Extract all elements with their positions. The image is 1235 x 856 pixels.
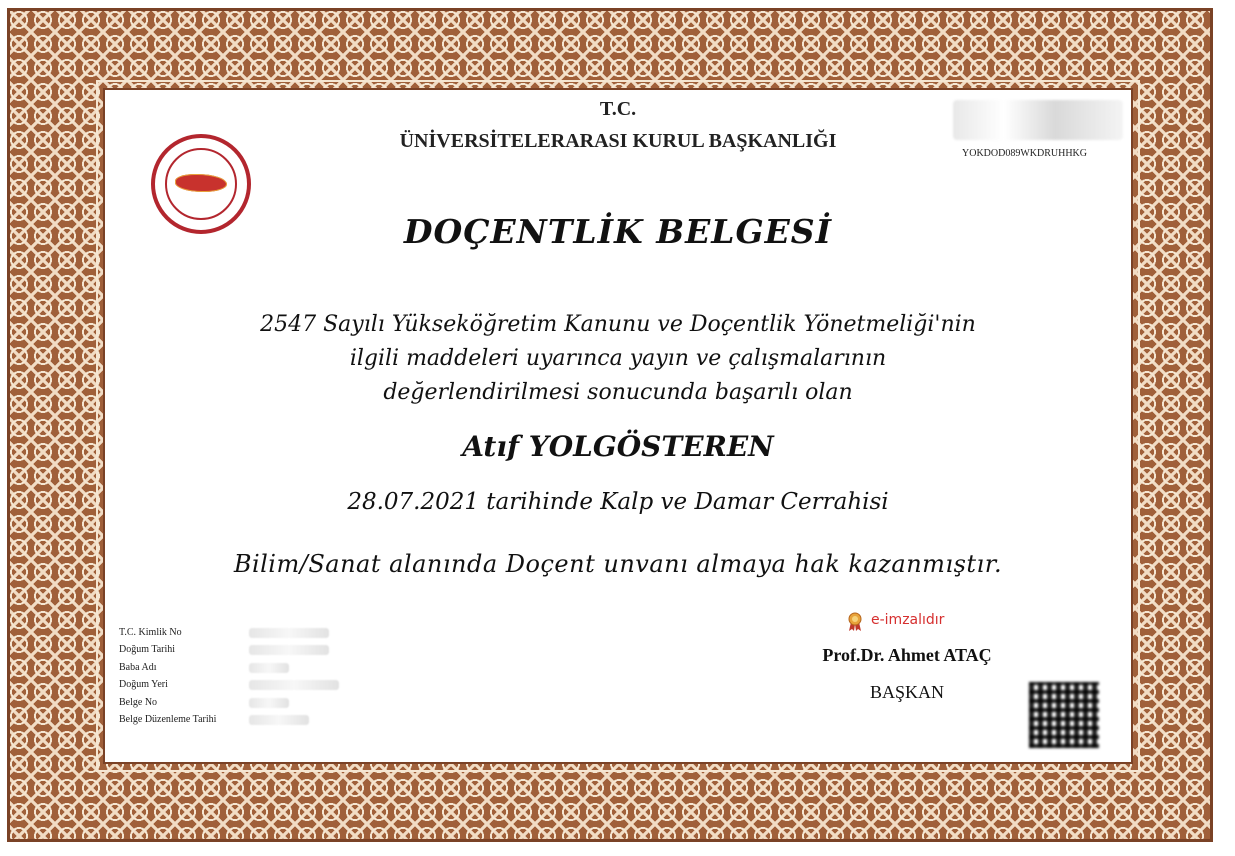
detail-row [119, 644, 419, 660]
qr-code [1029, 682, 1099, 748]
detail-label: Baba Adı [119, 662, 157, 673]
institution-heading: ÜNİVERSİTELERARASI KURUL BAŞKANLIĞI [399, 130, 837, 152]
detail-label: Belge Düzenleme Tarihi [119, 714, 217, 725]
redacted-value [249, 645, 329, 655]
redacted-value [249, 715, 309, 725]
detail-row [119, 627, 419, 643]
detail-label: T.C. Kimlik No [119, 627, 182, 638]
detail-label: Belge No [119, 697, 158, 708]
closing-line: Bilim/Sanat alanında Doçent unvanı almaya hak kazanmıştır. [233, 550, 1003, 578]
turkey-map-icon [175, 174, 227, 192]
verification-code: YOKDOD089WKDRUHHKG [962, 148, 1087, 159]
redacted-value [249, 698, 289, 708]
redacted-value [249, 680, 339, 690]
redacted-value [249, 628, 329, 638]
detail-label: Doğum Tarihi [119, 644, 176, 655]
detail-row [119, 714, 419, 730]
detail-row [119, 697, 419, 713]
state-heading: T.C. [599, 98, 637, 120]
statement-line: değerlendirilmesi sonucunda başarılı olan [383, 380, 853, 405]
redacted-value [249, 663, 289, 673]
e-signature-label: e-imzalıdır [871, 612, 945, 628]
detail-label: Doğum Yeri [119, 679, 168, 690]
certificate-title: DOÇENTLİK BELGESİ [403, 212, 833, 251]
field-line: 28.07.2021 tarihinde Kalp ve Damar Cerrahisi [347, 489, 889, 515]
signer-role: BAŞKAN [869, 682, 944, 702]
holder-name: Atıf YOLGÖSTEREN [462, 430, 774, 463]
detail-row [119, 662, 419, 678]
statement-line: ilgili maddeleri uyarınca yayın ve çalışmalarının [349, 346, 887, 371]
redacted-barcode [953, 100, 1123, 140]
signer-name: Prof.Dr. Ahmet ATAÇ [822, 645, 992, 665]
certificate-panel [103, 88, 1133, 764]
award-ribbon-icon [847, 612, 863, 632]
detail-row [119, 679, 419, 695]
statement-line: 2547 Sayılı Yükseköğretim Kanunu ve Doçentlik Yönetmeliği'nin [260, 312, 976, 337]
